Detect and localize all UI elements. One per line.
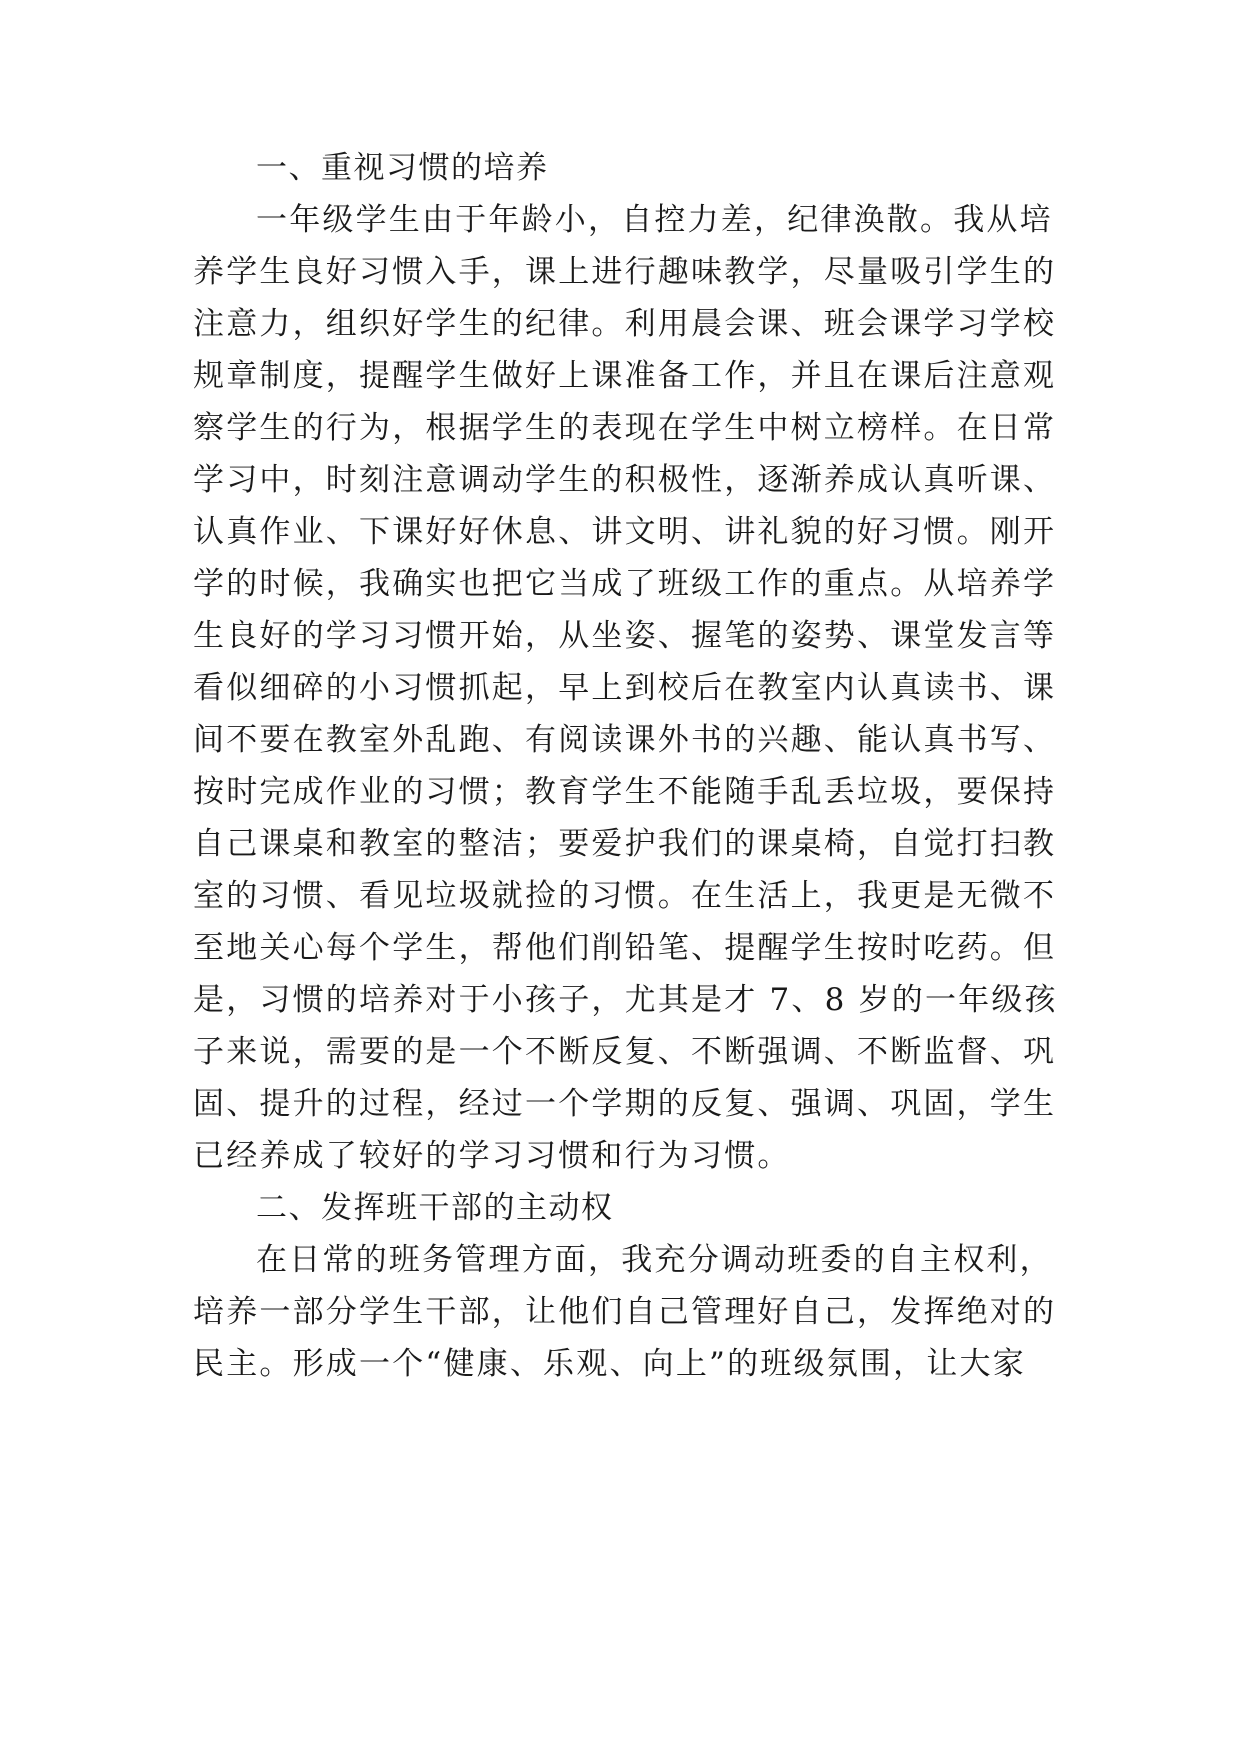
paragraph-line: 察学生的行为，根据学生的表现在学生中树立榜样。在日常 (193, 410, 1057, 446)
section-heading-2: 二、发挥班干部的主动权 (256, 1190, 614, 1226)
paragraph-line: 学习中，时刻注意调动学生的积极性，逐渐养成认真听课、 (193, 462, 1057, 498)
paragraph-line: 注意力，组织好学生的纪律。利用晨会课、班会课学习学校 (193, 306, 1057, 342)
paragraph-line: 室的习惯、看见垃圾就捡的习惯。在生活上，我更是无微不 (193, 878, 1057, 914)
paragraph-line: 自己课桌和教室的整洁；要爱护我们的课桌椅，自觉打扫教 (193, 826, 1057, 862)
paragraph-line: 规章制度，提醒学生做好上课准备工作，并且在课后注意观 (193, 358, 1057, 394)
paragraph-line: 是，习惯的培养对于小孩子，尤其是才 7、8 岁的一年级孩 (193, 982, 1058, 1018)
paragraph-line: 学的时候，我确实也把它当成了班级工作的重点。从培养学 (193, 566, 1057, 602)
section-heading-1: 一、重视习惯的培养 (256, 150, 549, 186)
paragraph-line: 固、提升的过程，经过一个学期的反复、强调、巩固，学生 (193, 1086, 1057, 1122)
paragraph-line: 间不要在教室外乱跑、有阅读课外书的兴趣、能认真书写、 (193, 722, 1057, 758)
paragraph-line: 按时完成作业的习惯；教育学生不能随手乱丢垃圾，要保持 (193, 774, 1057, 810)
paragraph-line: 在日常的班务管理方面，我充分调动班委的自主权利， (256, 1242, 1053, 1278)
paragraph-line: 生良好的学习习惯开始，从坐姿、握笔的姿势、课堂发言等 (193, 618, 1057, 654)
paragraph-line: 子来说，需要的是一个不断反复、不断强调、不断监督、巩 (193, 1034, 1057, 1070)
paragraph-line: 培养一部分学生干部，让他们自己管理好自己，发挥绝对的 (193, 1294, 1057, 1330)
paragraph-line: 认真作业、下课好好休息、讲文明、讲礼貌的好习惯。刚开 (193, 514, 1057, 550)
paragraph-line: 民主。形成一个“健康、乐观、向上”的班级氛围，让大家 (193, 1346, 1026, 1382)
paragraph-line: 已经养成了较好的学习习惯和行为习惯。 (193, 1138, 791, 1174)
paragraph-line: 至地关心每个学生，帮他们削铅笔、提醒学生按时吃药。但 (193, 930, 1057, 966)
paragraph-line: 一年级学生由于年龄小，自控力差，纪律涣散。我从培 (256, 202, 1053, 238)
paragraph-line: 养学生良好习惯入手，课上进行趣味教学，尽量吸引学生的 (193, 254, 1057, 290)
paragraph-line: 看似细碎的小习惯抓起，早上到校后在教室内认真读书、课 (193, 670, 1057, 706)
